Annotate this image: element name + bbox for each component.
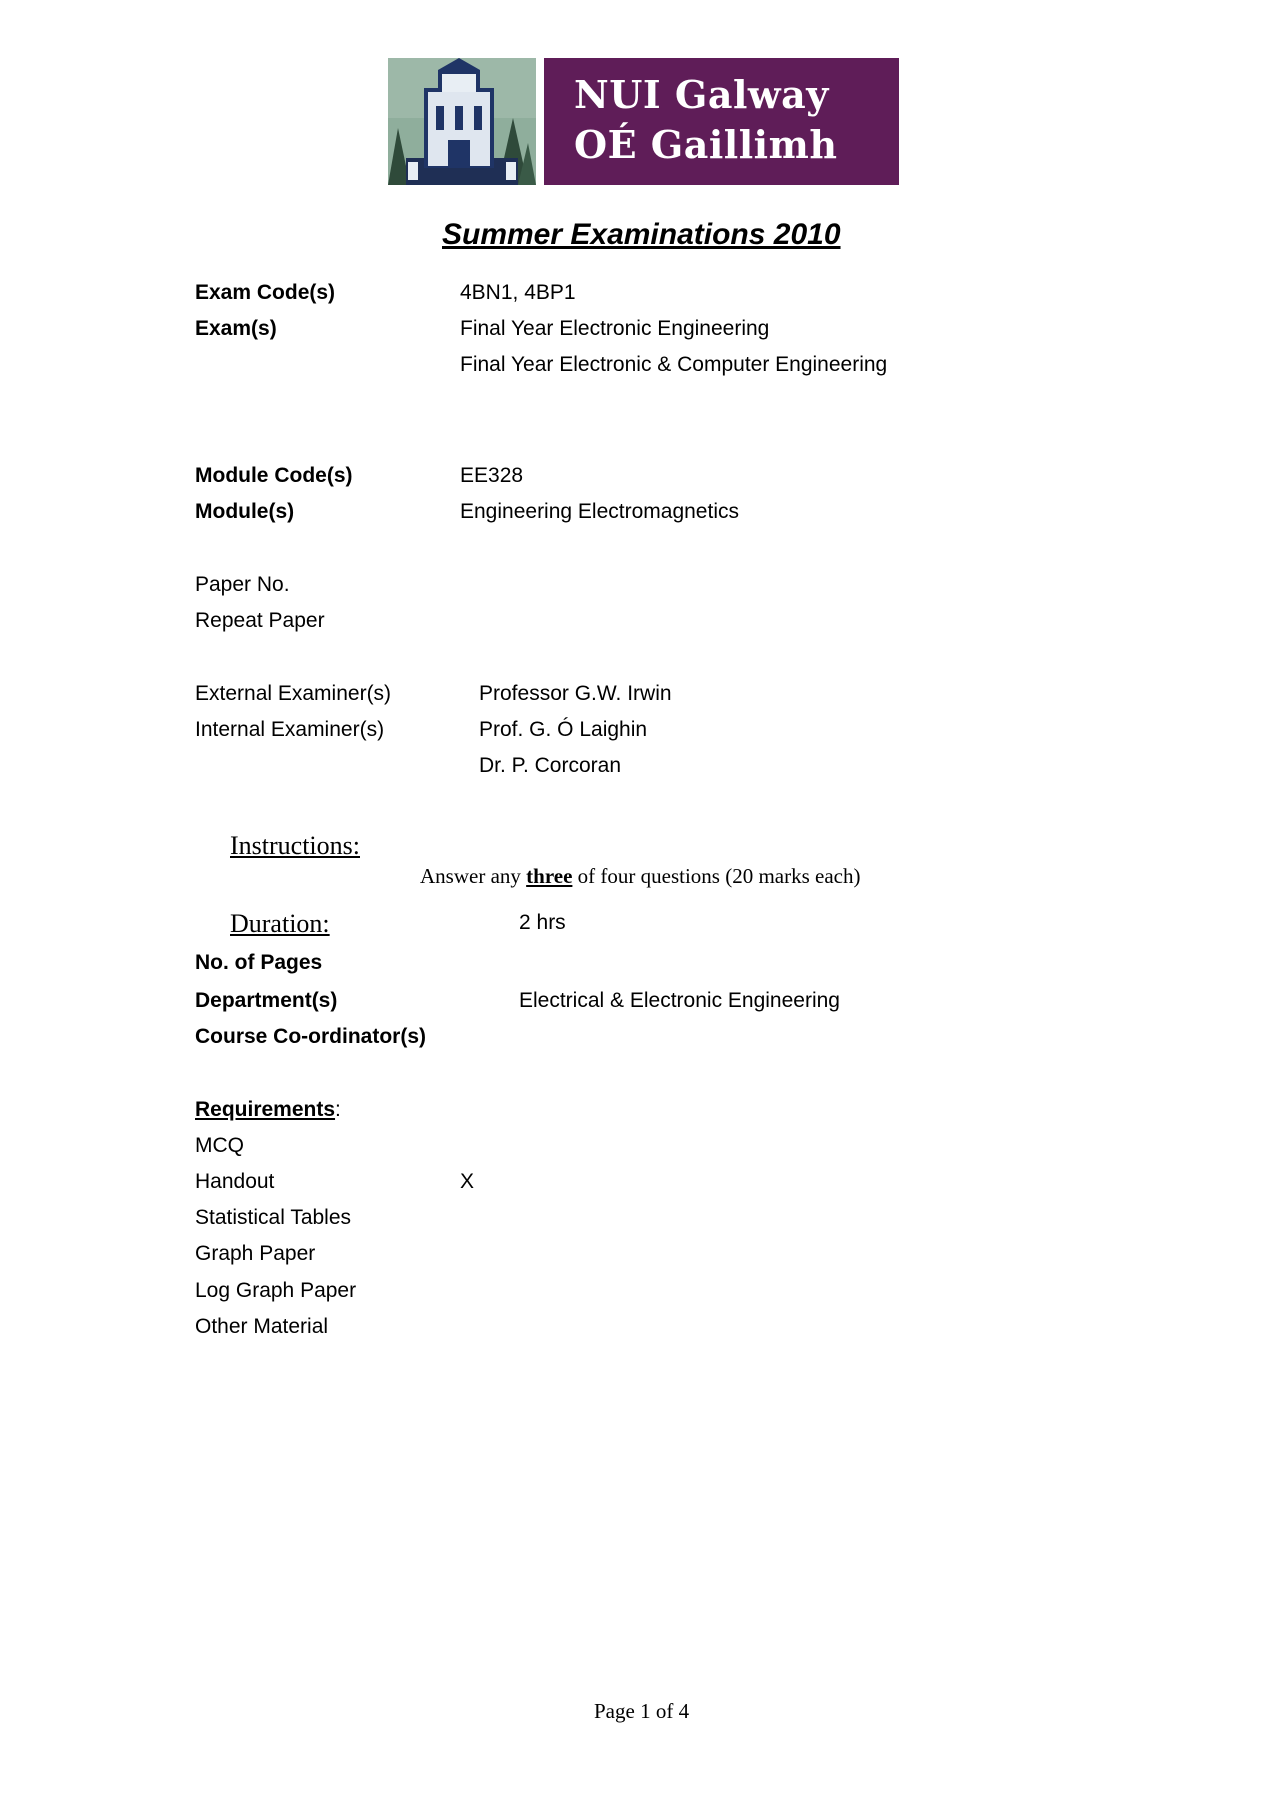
instructions-text-after: of four questions (20 marks each) <box>572 864 861 888</box>
external-examiner-value: Professor G.W. Irwin <box>479 682 672 705</box>
university-logo <box>388 58 899 185</box>
requirement-log-graph-paper: Log Graph Paper <box>195 1279 357 1302</box>
requirement-mcq: MCQ <box>195 1134 244 1157</box>
university-building-icon <box>388 58 536 185</box>
requirement-handout: Handout <box>195 1170 275 1193</box>
pages-label: No. of Pages <box>195 951 323 974</box>
department-label: Department(s) <box>195 989 338 1012</box>
instructions-label: Instructions: <box>230 831 360 860</box>
exam-code-label: Exam Code(s) <box>195 281 336 304</box>
coordinator-label: Course Co-ordinator(s) <box>195 1025 426 1048</box>
instructions-text-emphasis: three <box>526 864 573 888</box>
external-examiner-label: External Examiner(s) <box>195 682 392 705</box>
requirement-graph-paper: Graph Paper <box>195 1242 316 1265</box>
internal-examiner-label: Internal Examiner(s) <box>195 718 385 741</box>
module-name-label: Module(s) <box>195 500 295 523</box>
logo-text-english: NUI Galway <box>574 72 829 117</box>
requirements-colon: : <box>335 1098 341 1121</box>
duration-label: Duration: <box>230 909 330 938</box>
requirements-label: Requirements <box>195 1098 336 1121</box>
page-title: Summer Examinations 2010 <box>442 218 841 251</box>
logo-banner <box>544 58 899 185</box>
exam-code-value: 4BN1, 4BP1 <box>460 281 576 304</box>
logo-text-irish: OÉ Gaillimh <box>574 122 838 167</box>
requirement-statistical-tables: Statistical Tables <box>195 1206 352 1229</box>
paper-no-label: Paper No. <box>195 573 290 596</box>
exam-value-2: Final Year Electronic & Computer Engineering <box>460 353 888 376</box>
module-name-value: Engineering Electromagnetics <box>460 500 739 523</box>
duration-value: 2 hrs <box>519 911 566 934</box>
exams-label: Exam(s) <box>195 317 277 340</box>
module-code-value: EE328 <box>460 464 524 487</box>
handout-mark: X <box>460 1170 475 1193</box>
internal-examiner-value-2: Dr. P. Corcoran <box>479 754 622 777</box>
requirement-other-material: Other Material <box>195 1315 329 1338</box>
module-code-label: Module Code(s) <box>195 464 353 487</box>
department-value: Electrical & Electronic Engineering <box>519 989 840 1012</box>
internal-examiner-value-1: Prof. G. Ó Laighin <box>479 718 648 741</box>
instructions-text-before: Answer any <box>420 864 527 888</box>
requirements-heading <box>195 1098 341 1122</box>
repeat-paper-label: Repeat Paper <box>195 609 325 632</box>
exam-value-1: Final Year Electronic Engineering <box>460 317 770 340</box>
instructions-text <box>420 864 861 889</box>
page-number: Page 1 of 4 <box>594 1699 690 1723</box>
